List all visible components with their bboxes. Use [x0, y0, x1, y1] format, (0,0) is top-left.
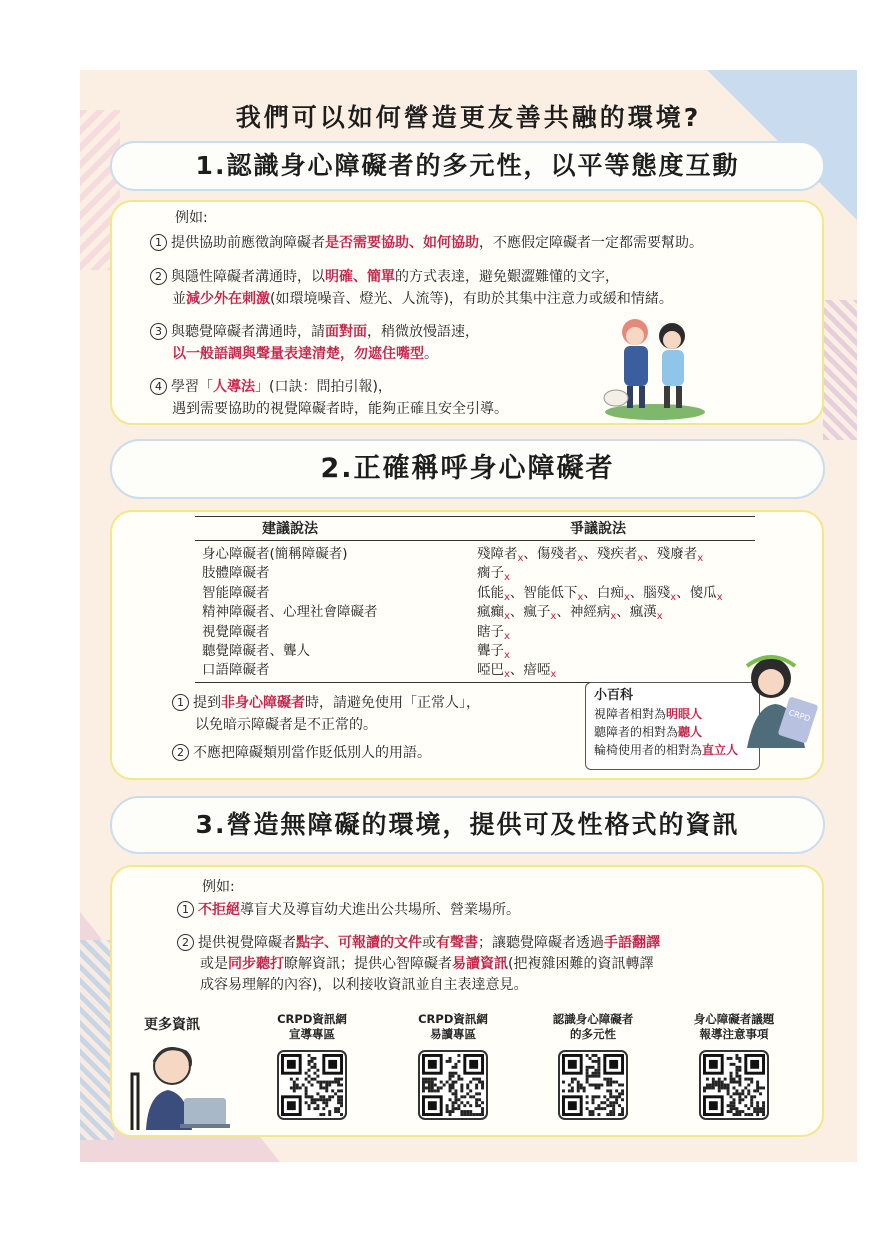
qr-code[interactable] — [277, 1050, 347, 1120]
laptop-user-illustration — [124, 1032, 234, 1132]
poster — [80, 70, 857, 1162]
disputed-term: 瞎子 — [477, 623, 504, 640]
page-title: 我們可以如何營造更友善共融的環境? — [235, 103, 702, 132]
cross-mark-icon: x — [504, 611, 510, 623]
more-info-title: 更多資訊 — [144, 1017, 200, 1033]
section3-item1: 1 不拒絕導盲犬及導盲幼犬進出公共場所、營業場所。 — [177, 900, 520, 920]
cross-mark-icon: x — [504, 650, 510, 661]
table-header-suggest: 建議說法 — [262, 521, 318, 537]
section3-item2-cont2: 成容易理解的內容)，以利接收資訊並自主表達意見。 — [200, 977, 528, 993]
table-cell-suggest: 精神障礙者、心理社會障礙者 — [202, 604, 378, 621]
section3-heading: 3.營造無障礙的環境，提供可及性格式的資訊 — [110, 796, 825, 854]
guiding-illustration — [600, 310, 710, 422]
table-cell-dispute: 低能$_x$、智能低下$_x$、白痴$_x$、腦殘$_x$、傻瓜$_x$ — [477, 584, 723, 603]
cross-mark-icon: x — [504, 572, 510, 584]
cross-mark-icon: x — [623, 591, 630, 603]
cross-mark-icon: x — [577, 591, 584, 603]
qr-code[interactable] — [558, 1050, 628, 1120]
disputed-term: 瘋子 — [523, 604, 551, 621]
encyclopedia-line: 聽障者的相對為聽人 — [594, 725, 703, 739]
section1-item3: 3 與聽覺障礙者溝通時，請面對面，稍微放慢語速， — [150, 322, 479, 342]
qr-label: 身心障礙者議題 報導注意事項 — [693, 1012, 775, 1041]
encyclopedia-title: 小百科 — [594, 688, 634, 703]
table-top-line — [195, 516, 755, 517]
disputed-term: 瘸子 — [477, 565, 504, 582]
encyclopedia-line: 視障者相對為明眼人 — [594, 707, 703, 721]
disputed-term: 傻瓜 — [689, 584, 717, 601]
table-cell-dispute: 啞巴$_x$、瘖啞$_x$ — [477, 662, 557, 681]
disputed-term: 聾子 — [477, 643, 504, 659]
cross-mark-icon: x — [504, 630, 510, 642]
disputed-term: 神經病 — [569, 604, 611, 621]
cross-mark-icon: x — [577, 553, 584, 564]
cross-mark-icon: x — [517, 553, 524, 564]
section2-heading: 2.正確稱呼身心障礙者 — [110, 439, 825, 499]
disputed-term: 殘障者 — [477, 546, 518, 562]
disputed-term: 傷殘者 — [536, 546, 578, 562]
reader-illustration — [725, 648, 825, 748]
section1-item4-cont: 遇到需要協助的視覺障礙者時，能夠正確且安全引導。 — [172, 401, 508, 417]
table-cell-suggest: 視覺障礙者 — [202, 623, 270, 640]
cross-mark-icon: x — [504, 591, 510, 603]
section3-item2-cont: 或是同步聽打瞭解資訊；提供心智障礙者易讀資訊(把複雜困難的資訊轉譯 — [200, 956, 654, 972]
section2-note2: 2 不應把障礙類別當作貶低別人的用語。 — [172, 743, 431, 763]
disputed-term: 腦殘 — [643, 584, 671, 601]
disputed-term: 智能低下 — [523, 584, 578, 601]
qr-label: 認識身心障礙者 的多元性 — [552, 1012, 634, 1041]
section3-example-label: 例如: — [202, 879, 235, 895]
section1-item1: 1 提供協助前應徵詢障礙者是否需要協助、如何協助，不應假定障礙者一定都需要幫助。 — [150, 233, 703, 253]
svg-text:CRPD: CRPD — [787, 708, 812, 724]
table-header-line — [195, 540, 755, 541]
cross-mark-icon: x — [550, 611, 557, 623]
section1-item2-cont: 並減少外在刺激(如環境噪音、燈光、人流等)，有助於其集中注意力或緩和情緒。 — [172, 291, 673, 307]
section1-example-label: 例如: — [175, 210, 208, 226]
disputed-term: 白痴 — [596, 584, 624, 601]
cross-mark-icon: x — [637, 553, 644, 564]
section1-item2: 2 與隱性障礙者溝通時，以明確、簡單的方式表達，避免艱澀難懂的文字， — [150, 267, 619, 287]
cross-mark-icon: x — [550, 669, 557, 681]
disputed-term: 瘋漢 — [629, 604, 657, 621]
section2-note1-cont: 以免暗示障礙者是不正常的。 — [195, 717, 377, 733]
qr-label: CRPD資訊網 宣導專區 — [277, 1012, 347, 1041]
table-cell-suggest: 肢體障礙者 — [202, 565, 270, 582]
disputed-term: 低能 — [477, 584, 504, 601]
section1-heading: 1.認識身心障礙者的多元性，以平等態度互動 — [110, 141, 825, 191]
section2-note1: 1 提到非身心障礙者時，請避免使用「正常人」， — [172, 693, 480, 713]
qr-code[interactable] — [699, 1050, 769, 1120]
table-cell-dispute: 瘋癲$_x$、瘋子$_x$、神經病$_x$、瘋漢$_x$ — [477, 604, 663, 623]
cross-mark-icon: x — [610, 611, 617, 623]
pattern-decoration — [823, 300, 857, 440]
cross-mark-icon: x — [716, 591, 723, 603]
disputed-term: 瘋癲 — [477, 604, 504, 621]
table-cell-suggest: 聽覺障礙者、聾人 — [202, 643, 310, 659]
table-cell-suggest: 口語障礙者 — [202, 662, 270, 679]
encyclopedia-line: 輪椅使用者的相對為直立人 — [594, 743, 739, 757]
disputed-term: 啞巴 — [477, 662, 504, 679]
cross-mark-icon: x — [504, 669, 510, 681]
section1-item3-cont: 以一般語調與聲量表達清楚，勿遮住嘴型。 — [172, 346, 438, 362]
disputed-term: 瘖啞 — [523, 662, 551, 679]
disputed-term: 殘疾者 — [596, 546, 638, 562]
cross-mark-icon: x — [697, 553, 704, 564]
qr-label: CRPD資訊網 易讀專區 — [418, 1012, 488, 1041]
table-cell-suggest: 身心障礙者(簡稱障礙者) — [202, 546, 348, 562]
section1-item4: 4 學習「人導法」(口訣：問拍引報)， — [150, 377, 392, 397]
section3-item2: 2 提供視覺障礙者點字、可報讀的文件或有聲書；讓聽覺障礙者透過手語翻譯 — [177, 933, 660, 953]
table-cell-dispute: 殘障者$_x$、傷殘者$_x$、殘疾者$_x$、殘廢者$_x$ — [477, 546, 704, 564]
table-cell-suggest: 智能障礙者 — [202, 584, 270, 601]
table-header-dispute: 爭議說法 — [570, 521, 626, 537]
qr-code[interactable] — [418, 1050, 488, 1120]
cross-mark-icon: x — [670, 591, 677, 603]
cross-mark-icon: x — [656, 611, 663, 623]
disputed-term: 殘廢者 — [656, 546, 698, 562]
pattern-decoration — [80, 940, 114, 1140]
